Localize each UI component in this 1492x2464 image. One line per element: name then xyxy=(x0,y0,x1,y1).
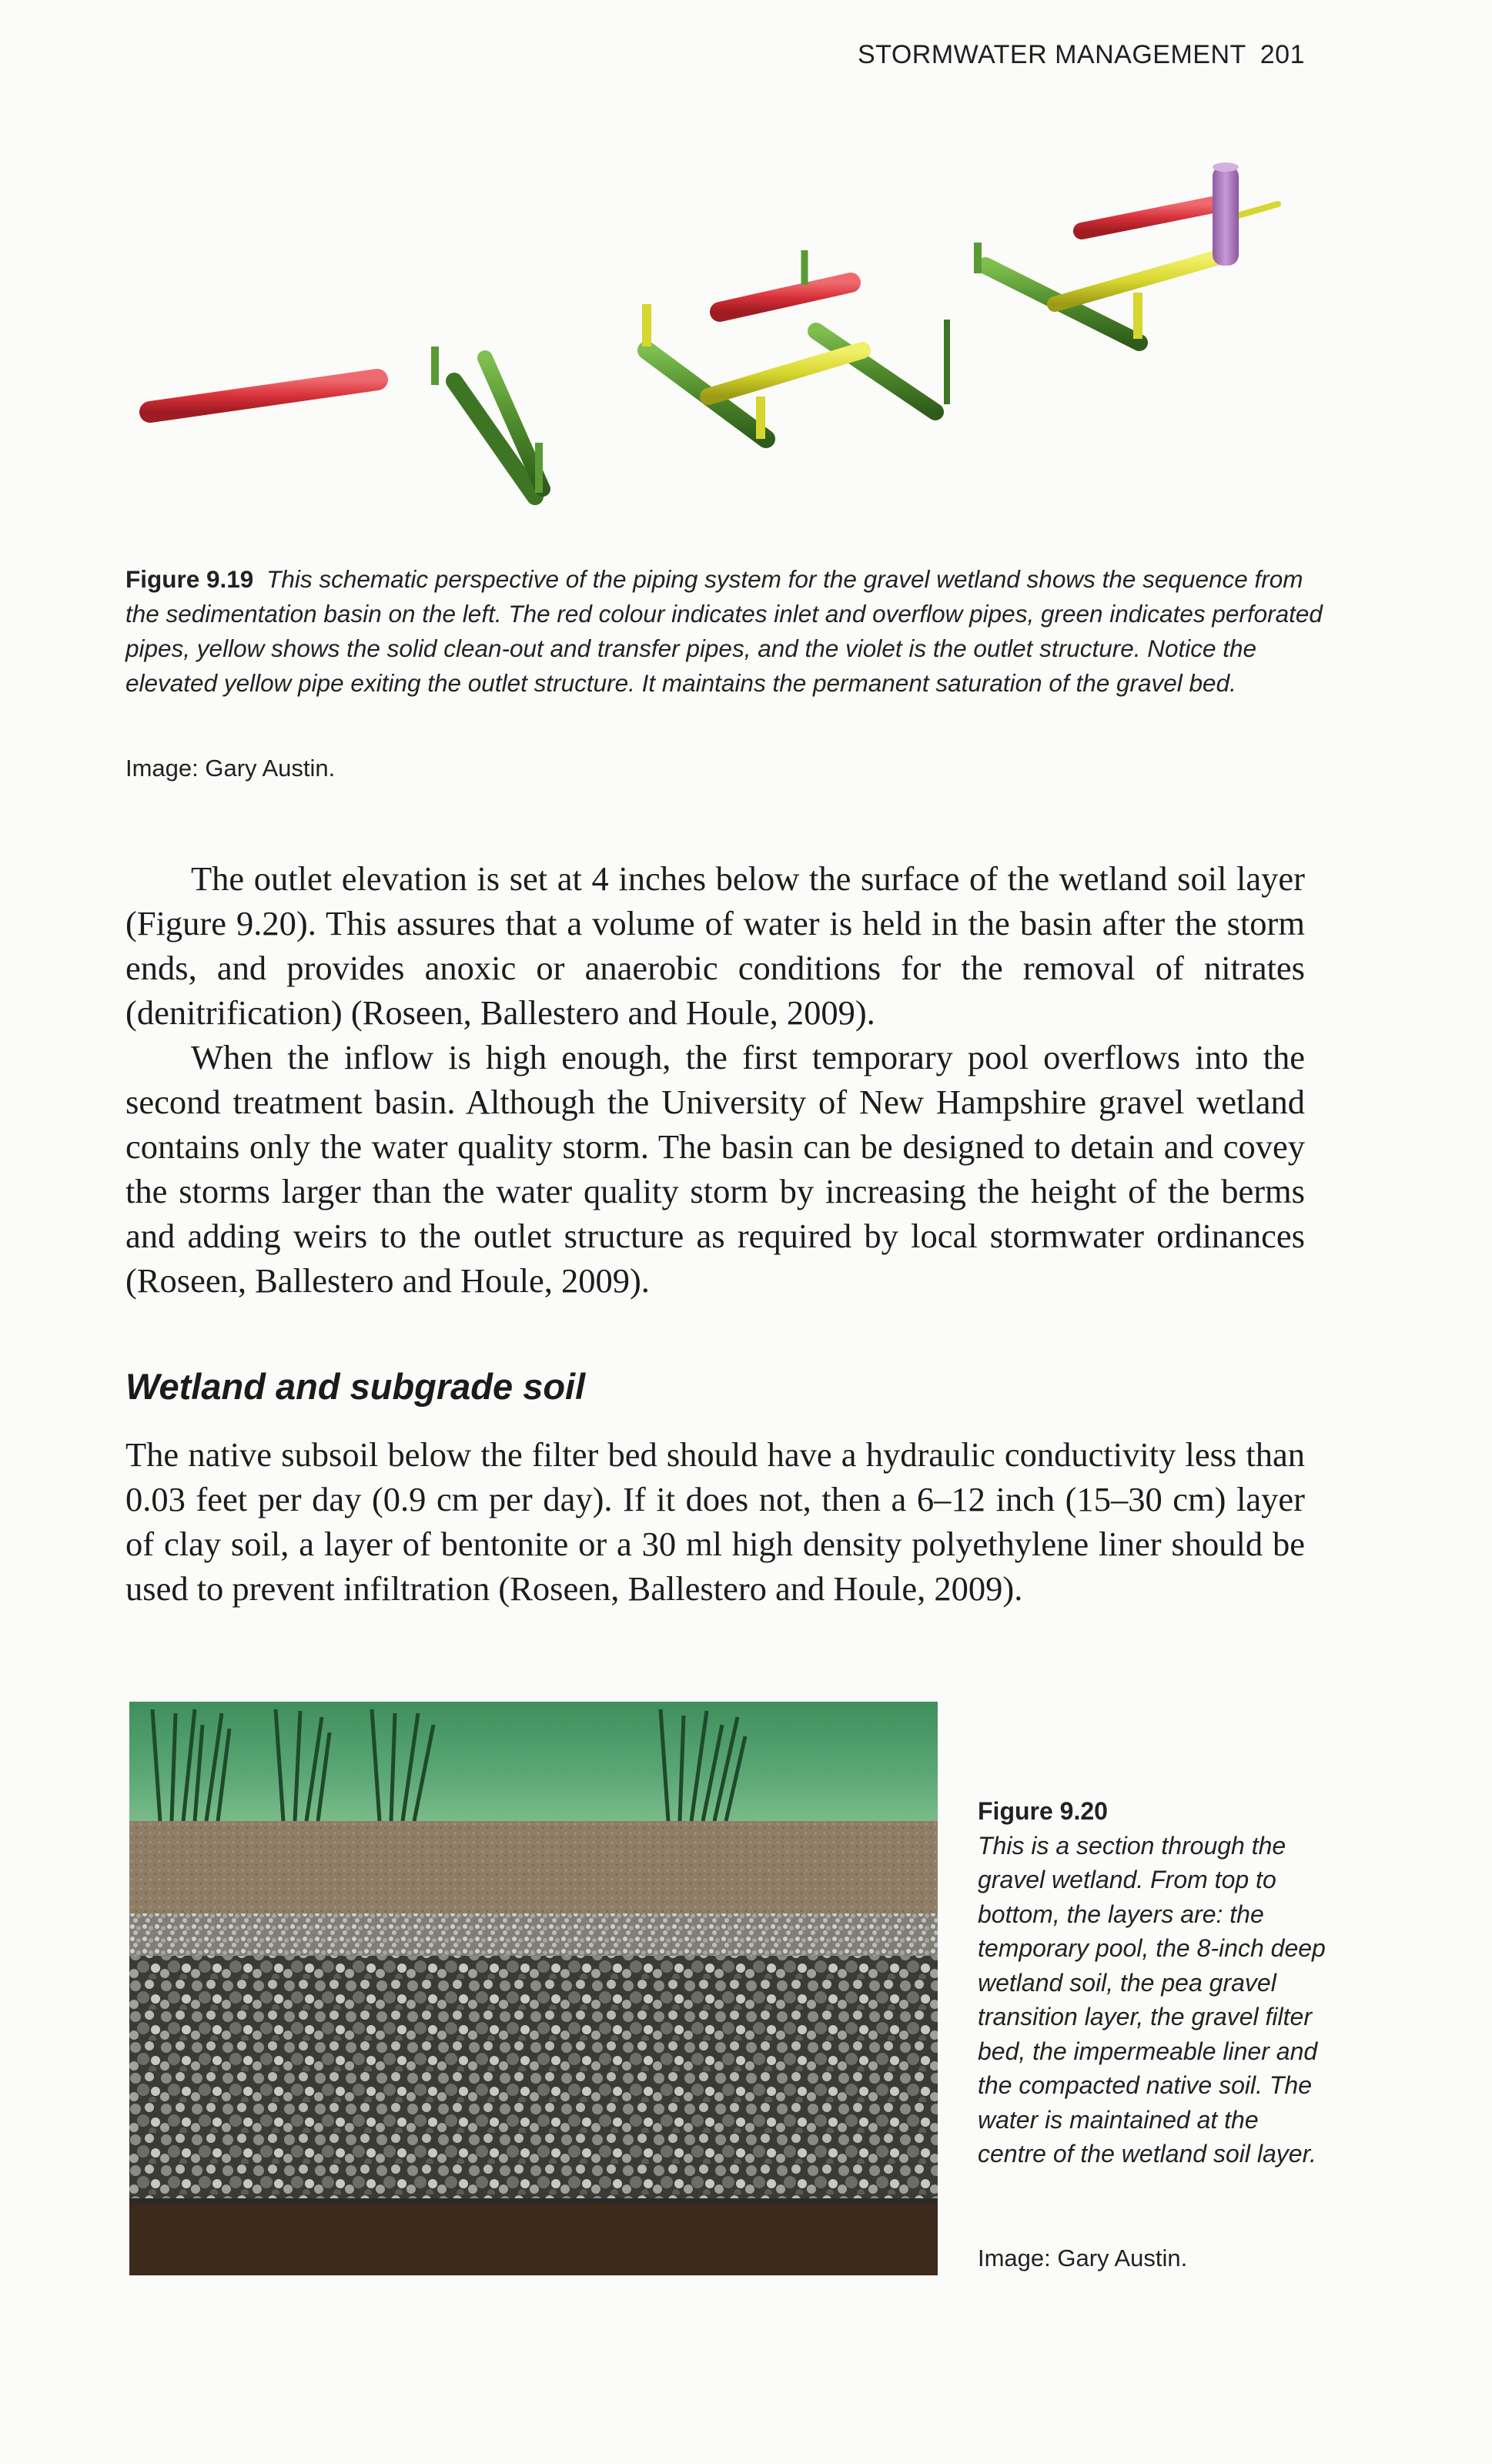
outlet-structure xyxy=(1213,162,1239,266)
wetland-soil-layer xyxy=(129,1821,938,1913)
section-heading: Wetland and subgrade soil xyxy=(125,1366,586,1407)
perforated-pipe-group-1 xyxy=(435,312,543,497)
overflow-pipe xyxy=(720,283,851,312)
gravel-wetland-section-image xyxy=(129,1702,938,2275)
figure-9-19-caption-text: This schematic perspective of the piping system for the gravel wetland shows the sequence from the sedimentation basin on the left. The red colour indicates inlet and overflow pipes, green indicates perforated pipes, yellow shows the solid clean-out and transfer pipes, and the violet is the outlet structure. Notice the elevated yellow pipe exiting the outlet structure. It maintains the permanent saturation of the gravel bed. xyxy=(125,565,1323,697)
gravel-filter-bed-layer xyxy=(129,1956,938,2202)
body-paragraph-2: When the inflow is high enough, the first temporary pool overflows into the second treatment basin. Although the University of New Hampshire gravel wetland contains only the water quality storm. The basin can be designed to detain and covey the storms larger than the water quality storm by increasing the height of the berms and adding weirs to the outlet structure as required by local stormwater ordinances (Roseen, Ballestero and Houle, 2009). xyxy=(125,1038,1305,1300)
perforated-pipe-group-2 xyxy=(647,250,947,439)
pea-gravel-layer xyxy=(129,1913,938,1956)
native-soil-layer xyxy=(129,2205,938,2275)
figure-9-20-number: Figure 9.20 xyxy=(978,1797,1108,1825)
figure-9-20-caption xyxy=(978,1794,1328,2171)
figure-9-20-credit: Image: Gary Austin. xyxy=(978,2245,1188,2272)
figure-9-20-caption-text: This is a section through the gravel wetland. From top to bottom, the layers are: the temporary pool, the 8-inch deep wetland soil, the pea gravel transition layer, the gravel filter bed, the impermeable liner and the compacted native soil. The water is maintained at the centre of the wetland soil layer. xyxy=(978,1831,1326,2168)
section-title: STORMWATER MANAGEMENT xyxy=(858,40,1246,69)
figure-9-19-caption xyxy=(125,562,1326,701)
impermeable-liner xyxy=(129,2198,938,2205)
figure-9-19-credit: Image: Gary Austin. xyxy=(125,755,336,782)
inlet-pipe xyxy=(150,380,377,412)
running-head xyxy=(858,40,1305,70)
body-paragraph-1: The outlet elevation is set at 4 inches below the surface of the wetland soil layer (Figure 9.20). This assures that a volume of water is held in the basin after the storm ends, and provides anoxic or anaerobic conditions for the removal of nitrates (denitrification) (Roseen, Ballestero and Houle, 2009). xyxy=(125,859,1305,1032)
page-number: 201 xyxy=(1260,40,1305,69)
piping-system-schematic xyxy=(123,150,1324,551)
figure-9-19-number: Figure 9.19 xyxy=(125,565,254,593)
section-paragraph: The native subsoil below the filter bed should have a hydraulic conductivity less than 0.03 feet per day (0.9 cm per day). If it does not, then a 6–12 inch (15–30 cm) layer of clay soil, a layer of bentonite or a 30 ml high density polyethylene liner should be used to prevent infiltration (Roseen, Ballestero and Houle, 2009). xyxy=(125,1435,1305,1608)
temporary-pool-layer xyxy=(129,1702,938,1821)
overflow-pipe-2 xyxy=(1082,204,1216,231)
